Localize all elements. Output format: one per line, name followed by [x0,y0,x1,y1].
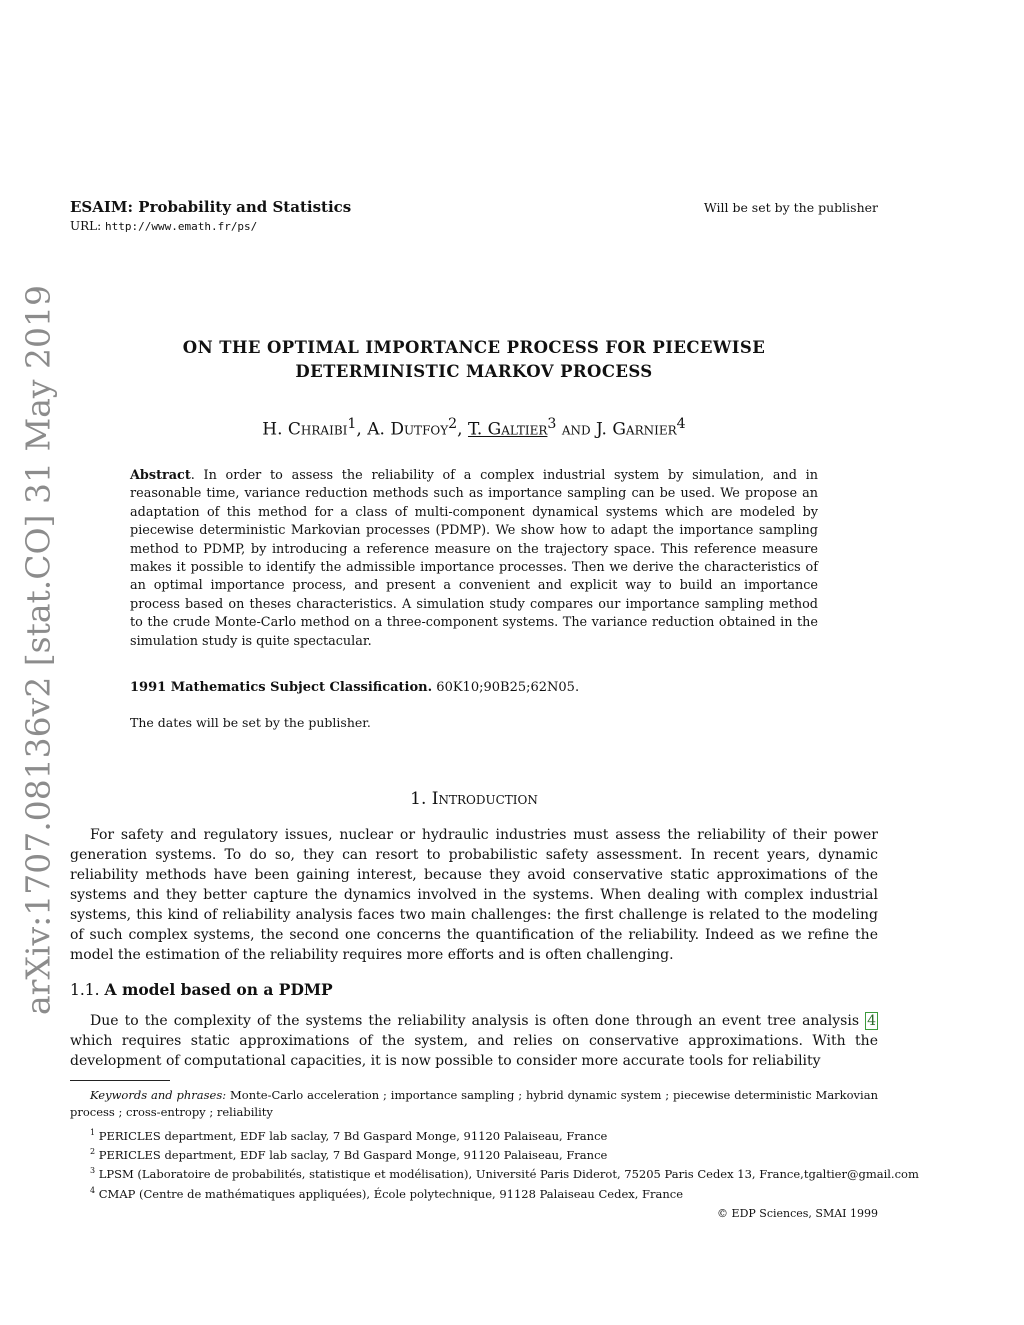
author-separator: and [556,419,597,440]
keywords-footnote [70,1087,878,1121]
author-mark: 2 [448,416,458,432]
abstract-text: . In order to assess the reliability of a complex industrial system by simulation, and in reasonable time, variance reduction methods such as importance sampling can be used. We propose an adaptation of this method for a class of multi-component dynamical systems which are modeled by piecewise deterministic Markovian processes (PDMP). We show how to adapt the importance sampling method to PDMP, by introducing a reference measure on the trajectory space. This reference measure makes it possible to identify the admissible importance processes. Then we derive the characteristics of an optimal importance process, and present a convenient and explicit way to build an importance process based on theses characteristics. A simulation study compares our importance sampling method to the crude Monte-Carlo method on a three-component systems. The variance reduction obtained in the simulation study is quite spectacular. [130,468,818,649]
affiliation-text: PERICLES department, EDF lab saclay, 7 Bd Gaspard Monge, 91120 Palaiseau, France [98,1128,608,1143]
subsection-number: 1.1. [70,981,105,999]
section-title: Introduction [431,789,538,809]
paragraph-text: which requires static approximations of the system, and relies on conservative approximations. With the development of computational capacities, it is now possible to consider more accurate tools for reliability [70,1033,878,1069]
journal-url-line [70,219,257,233]
corresponding-author-name: T. Galtier [467,419,548,440]
keywords-text: Monte-Carlo acceleration ; importance sampling ; hybrid dynamic system ; piecewise deterministic Markovian process ; cross-entropy ; reliability [70,1088,878,1119]
abstract-label: Abstract [130,468,191,483]
abstract [130,467,818,651]
subsection-paragraph [70,1011,878,1071]
subsection-heading [70,980,333,999]
copyright-notice: © EDP Sciences, SMAI 1999 [717,1207,878,1220]
author-mark: 4 [676,416,686,432]
keywords-label: Keywords and phrases: [90,1088,227,1102]
msc-codes: 60K10;90B25;62N05. [436,680,580,695]
affiliation-mark: 4 [90,1186,96,1195]
citation-link[interactable]: 4 [867,1013,876,1029]
publisher-note: Will be set by the publisher [703,200,878,215]
affiliation-footnote [90,1128,970,1143]
title-line-1: ON THE OPTIMAL IMPORTANCE PROCESS FOR PIECEWISE [182,338,766,357]
author-name: A. Dutfoy [367,419,449,440]
affiliation-footnote [90,1186,970,1201]
affiliation-text: PERICLES department, EDF lab saclay, 7 Bd Gaspard Monge, 91120 Palaiseau, France [98,1147,608,1162]
journal-name: ESAIM: Probability and Statistics [70,198,352,216]
dates-note: The dates will be set by the publisher. [130,715,371,730]
affiliation-mark: 2 [90,1147,96,1156]
affiliation-mark: 3 [90,1166,96,1175]
author-mark: 1 [347,416,357,432]
paper-title [70,336,878,384]
section-heading [70,789,878,809]
author-separator: , [457,419,468,440]
affiliation-text: LPSM (Laboratoire de probabilités, statistique et modélisation), Université Paris Diderot, 75205 Paris Cedex 13, France,tgaltier@gmail.com [98,1166,919,1181]
author-name: H. Chraibi [262,419,348,440]
author-mark: 3 [547,416,557,432]
author-list [70,416,878,440]
affiliation-text: CMAP (Centre de mathématiques appliquées), École polytechnique, 91128 Palaiseau Cedex, France [98,1186,684,1201]
journal-url-link[interactable]: http://www.emath.fr/ps/ [104,220,258,233]
section-number: 1. [410,789,432,809]
subsection-title: A model based on a PDMP [104,980,333,999]
footnote-divider [70,1080,170,1081]
msc-label: 1991 Mathematics Subject Classification. [130,680,433,695]
affiliation-footnote [90,1166,970,1181]
author-name: J. Garnier [596,419,677,440]
affiliation-mark: 1 [90,1128,96,1137]
paragraph-text: Due to the complexity of the systems the reliability analysis is often done through an event tree analysis [90,1013,866,1029]
url-label: URL: [70,219,105,233]
intro-paragraph: For safety and regulatory issues, nuclear or hydraulic industries must assess the reliability of their power generation systems. To do so, they can resort to probabilistic safety assessment. In recent years, dynamic reliability methods have been gaining interest, because they avoid conservative static approximations of the systems and they better capture the dynamics involved in the systems. When dealing with complex industrial systems, this kind of reliability analysis faces two main challenges: the first challenge is related to the modeling of such complex systems, the second one concerns the quantification of the reliability. Indeed as we refine the model the estimation of the reliability requires more efforts and is often challenging. [70,827,878,963]
title-line-2: DETERMINISTIC MARKOV PROCESS [295,362,653,381]
author-separator: , [356,419,368,440]
msc-classification [130,680,818,695]
affiliation-footnote [90,1147,970,1162]
arxiv-stamp-text: arXiv:1707.08136v2 [stat.CO] 31 May 2019 [18,284,58,1016]
